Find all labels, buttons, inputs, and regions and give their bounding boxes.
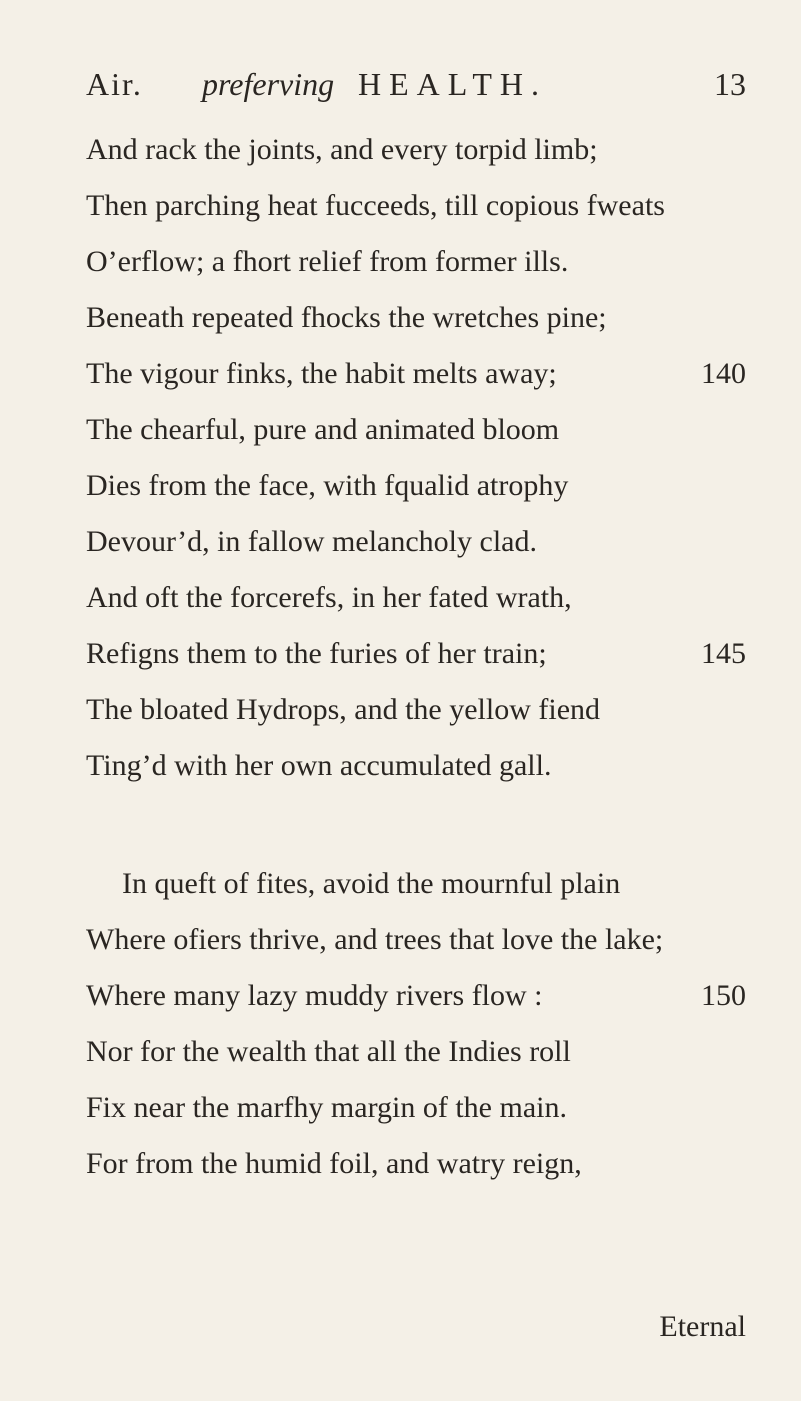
poem-line: And oft the forcerefs, in her fated wrath,	[86, 581, 572, 614]
stanza-break	[86, 794, 746, 856]
poem-line: O’erflow; a fhort relief from former ills.	[86, 245, 569, 278]
header-section-title: Air.	[86, 66, 143, 102]
poem-line: Devour’d, in fallow melancholy clad.	[86, 525, 537, 558]
line-number: 150	[701, 979, 746, 1012]
poem-line: Dies from the face, with fqualid atrophy	[86, 469, 569, 502]
poem-line: In queft of fites, avoid the mournful plain	[122, 867, 621, 900]
poem-line: Ting’d with her own accumulated gall.	[86, 749, 552, 782]
poem-body	[86, 122, 746, 1192]
line-number: 140	[701, 357, 746, 390]
running-header	[86, 66, 746, 114]
poem-line: For from the humid foil, and watry reign,	[86, 1147, 582, 1180]
header-italic-word: preferving	[202, 66, 335, 102]
poem-line: Where many lazy muddy rivers flow : 150	[86, 968, 746, 1024]
poem-line: The bloated Hydrops, and the yellow fiend	[86, 693, 601, 726]
poem-line: Beneath repeated fhocks the wretches pine;	[86, 301, 607, 334]
catchword: Eternal	[659, 1310, 746, 1343]
poem-line: Nor for the wealth that all the Indies roll	[86, 1035, 571, 1068]
poem-line: Refigns them to the furies of her train; 145	[86, 626, 746, 682]
poem-line: Where ofiers thrive, and trees that love the lake;	[86, 923, 664, 956]
poem-line: The chearful, pure and animated bloom	[86, 413, 560, 446]
header-caps-word: HEALTH.	[358, 66, 548, 102]
poem-line: Then parching heat fucceeds, till copious fweats	[86, 189, 665, 222]
line-number: 145	[701, 637, 746, 670]
poem-line: And rack the joints, and every torpid limb;	[86, 133, 598, 166]
poem-line: Fix near the marfhy margin of the main.	[86, 1091, 567, 1124]
page-number: 13	[714, 66, 746, 102]
poem-line: The vigour finks, the habit melts away; 140	[86, 346, 746, 402]
